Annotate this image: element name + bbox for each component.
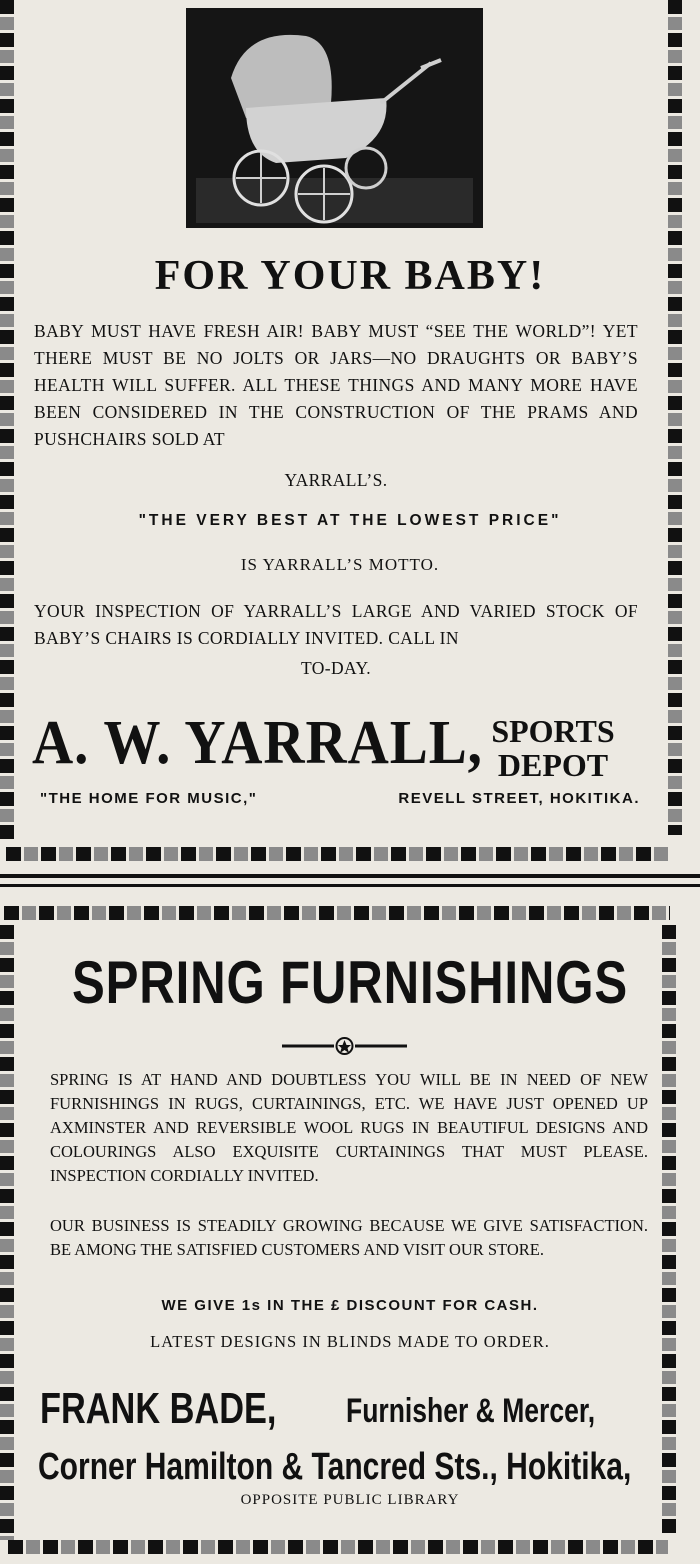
ornament-divider xyxy=(282,1036,407,1056)
baby-paragraph-1 xyxy=(34,318,638,453)
opposite-library: OPPOSITE PUBLIC LIBRARY xyxy=(240,1492,460,1508)
bade-trade: Furnisher & Mercer, xyxy=(346,1392,596,1430)
bottom-border-ad1 xyxy=(6,847,670,861)
spring-paragraph-1: SPRING IS AT HAND AND DOUBTLESS YOU WILL BE IN NEED OF NEW FURNISHINGS IN RUGS, CURTAININGS, ETC. WE HAVE JUST OPENED UP AXMINSTER AND REVERSIBLE WOOL RUGS IN BEAUTIFUL DESIGNS AND COLOURINGS ALSO EXQUISITE CURTAININGS THAT MUST PLEASE. INSPECTION CORDIALLY INVITED. xyxy=(50,1070,648,1185)
right-border-bottom xyxy=(662,925,676,1535)
depot-line: DEPOT xyxy=(497,747,609,783)
pram-illustration xyxy=(186,8,483,228)
top-border-ad2 xyxy=(4,906,670,920)
baby-paragraph-2: YOUR INSPECTION OF YARRALL’S LARGE AND VARIED STOCK OF BABY’S CHAIRS IS CORDIALLY INVITED. CALL IN xyxy=(34,601,638,648)
sports-depot xyxy=(488,714,618,782)
separator-rule-bottom xyxy=(0,884,700,887)
baby-slogan: "THE VERY BEST AT THE LOWEST PRICE" xyxy=(138,512,562,529)
yarrall-footer xyxy=(40,790,640,807)
baby-paragraph-2-end: TO-DAY. xyxy=(300,658,372,678)
baby-paragraph-1-end: YARRALL’S. xyxy=(284,470,388,490)
yarrall-name: A. W. YARRALL, xyxy=(32,709,483,777)
bade-name: FRANK BADE, xyxy=(40,1384,277,1433)
baby-paragraph-1-text: BABY MUST HAVE FRESH AIR! BABY MUST “SEE THE WORLD”! YET THERE MUST BE NO JOLTS OR JARS—NO DRAUGHTS OR BABY’S HEALTH WILL SUFFER. ALL THESE THINGS AND MANY MORE HAVE BEEN CONSIDERED IN THE CONSTRUCTION OF THE PRAMS AND PUSHCHAIRS SOLD AT xyxy=(34,321,638,449)
spring-headline: SPRING FURNISHINGS xyxy=(71,949,629,1016)
left-border-bottom xyxy=(0,925,14,1540)
sports-line: SPORTS xyxy=(491,713,615,749)
baby-headline: FOR YOUR BABY! xyxy=(154,253,546,299)
right-border-top xyxy=(668,0,682,835)
separator-rule-top xyxy=(0,874,700,878)
pram-photo xyxy=(186,8,483,228)
bade-address: Corner Hamilton & Tancred Sts., Hokitika, xyxy=(38,1446,632,1488)
left-border-top xyxy=(0,0,14,840)
spring-paragraph-2: OUR BUSINESS IS STEADILY GROWING BECAUSE WE GIVE SATISFACTION. BE AMONG THE SATISFIED CUSTOMERS AND VISIT OUR STORE. xyxy=(50,1216,648,1259)
yarrall-address: REVELL STREET, HOKITIKA. xyxy=(398,790,640,807)
blinds-line: LATEST DESIGNS IN BLINDS MADE TO ORDER. xyxy=(150,1332,550,1351)
baby-motto: IS YARRALL’S MOTTO. xyxy=(240,555,440,574)
discount-line: WE GIVE 1s IN THE £ DISCOUNT FOR CASH. xyxy=(161,1297,539,1314)
bottom-border-ad2 xyxy=(8,1540,668,1554)
home-for-music: "THE HOME FOR MUSIC," xyxy=(40,790,258,807)
